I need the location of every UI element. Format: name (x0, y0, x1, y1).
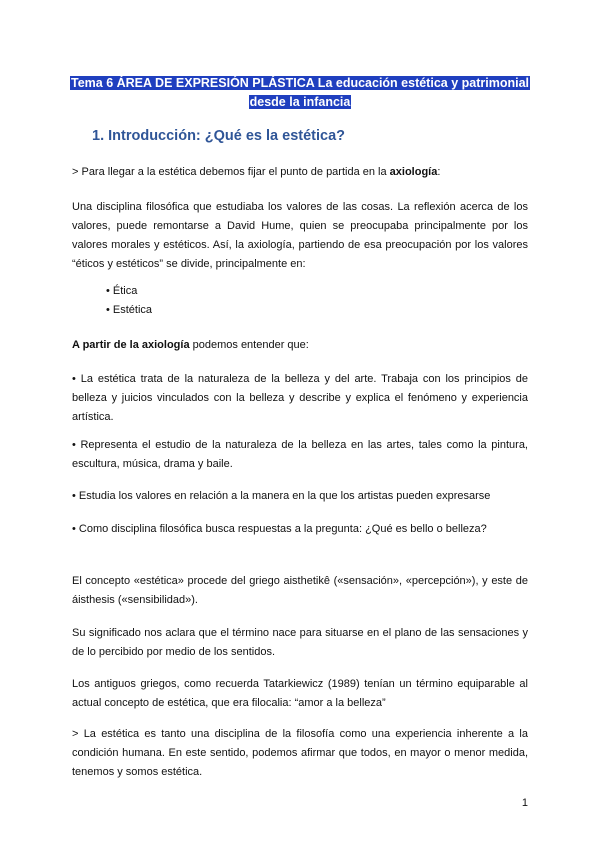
paragraph-significado: Su significado nos aclara que el término nace para situarse en el plano de las sensaciones y de lo percibido por medio de los sentidos. (72, 627, 528, 658)
bullet-etica: • Ética (106, 285, 138, 297)
paragraph-axiologia: Una disciplina filosófica que estudiaba los valores de las cosas. La reflexión acerca de los valores, puede remontarse a David Hume, quien se preocupaba principalmente por los valores morales y estéticos. Así, la axiología, partiendo de esa preocupación por los valores “éticos y estéticos” se divide, principalmente en: (72, 201, 528, 270)
paragraph-a-partir (72, 336, 528, 355)
title-line-1: Tema 6 ÁREA DE EXPRESIÓN PLÁSTICA La educación estética y patrimonial (71, 76, 529, 90)
paragraph-estetica-humana: > La estética es tanto una disciplina de la filosofía como una experiencia inherente a la condición humana. En este sentido, podemos afirmar que todos, en mayor o menor medida, tenemos y somos estética. (72, 728, 528, 778)
title-line-2: desde la infancia (249, 95, 351, 109)
paragraph-griegos: Los antiguos griegos, como recuerda Tatarkiewicz (1989) tenían un término equiparable al actual concepto de estética, que era filocalia: “amor a la belleza” (72, 678, 528, 709)
paragraph-bullet-1: • La estética trata de la naturaleza de la belleza y del arte. Trabaja con los principios de belleza y juicios vinculados con la belleza y describe y explica el fenómeno y experiencia artística. (72, 373, 528, 423)
bullet-estetica: • Estética (106, 304, 153, 316)
intro-colon: : (437, 166, 441, 178)
paragraph-concepto: El concepto «estética» procede del griego aisthetikê («sensación», «percepción»), y este de áisthesis («sensibilidad»). (72, 575, 528, 606)
intro-text: > Para llegar a la estética debemos fijar el punto de partida en la (72, 166, 390, 178)
section-heading: 1. Introducción: ¿Qué es la estética? (92, 128, 346, 144)
a-partir-rest: podemos entender que: (189, 339, 309, 351)
paragraph-bullet-4: • Como disciplina filosófica busca respuestas a la pregunta: ¿Qué es bello o belleza? (72, 523, 487, 535)
paragraph-intro (72, 163, 528, 182)
paragraph-bullet-2: • Representa el estudio de la naturaleza de la belleza en las artes, tales como la pintura, escultura, música, drama y baile. (72, 439, 528, 470)
page-number: 1 (521, 797, 528, 809)
a-partir-bold: A partir de la axiología (72, 339, 190, 351)
axiologia-term: axiología (389, 166, 438, 178)
paragraph-bullet-3: • Estudia los valores en relación a la manera en la que los artistas pueden expresarse (72, 490, 491, 502)
document-title (70, 74, 530, 112)
